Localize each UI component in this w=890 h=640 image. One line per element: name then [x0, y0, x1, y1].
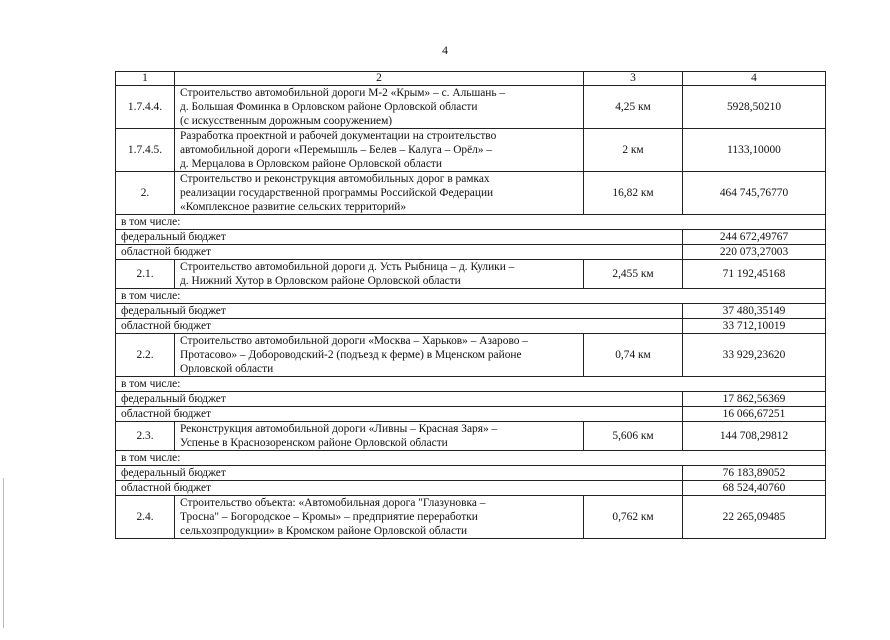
item-amount: 144 708,29812 [683, 422, 826, 451]
description-line: Разработка проектной и рабочей документации на строительство [180, 130, 497, 142]
description-line: реализации государственной программы Российской Федерации [180, 187, 494, 199]
item-amount: 33 929,23620 [683, 334, 826, 377]
item-description [175, 260, 584, 289]
item-number: 2.4. [116, 496, 175, 539]
road-works-table [115, 71, 826, 539]
budget-row [116, 245, 826, 260]
scan-edge-mark [3, 478, 4, 628]
budget-amount: 68 524,40760 [683, 481, 826, 496]
item-amount: 71 192,45168 [683, 260, 826, 289]
item-description [175, 422, 584, 451]
item-length: 0,74 км [584, 334, 683, 377]
table-row [116, 260, 826, 289]
budget-label: федеральный бюджет [116, 466, 683, 481]
including-label: в том числе: [116, 289, 826, 304]
subtotal-note-row [116, 215, 826, 230]
item-amount: 1133,10000 [683, 129, 826, 172]
header-col-3: 3 [584, 72, 683, 86]
item-number: 2.3. [116, 422, 175, 451]
item-length: 2,455 км [584, 260, 683, 289]
header-col-2: 2 [175, 72, 584, 86]
budget-row [116, 319, 826, 334]
item-number: 2. [116, 172, 175, 215]
description-line: Строительство автомобильной дороги М-2 «Крым» – с. Альшань – [180, 87, 506, 99]
description-line: Орловской области [180, 363, 274, 375]
item-description [175, 86, 584, 129]
item-length: 16,82 км [584, 172, 683, 215]
budget-label: федеральный бюджет [116, 230, 683, 245]
table-row [116, 422, 826, 451]
item-amount: 22 265,09485 [683, 496, 826, 539]
item-description [175, 129, 584, 172]
budget-label: федеральный бюджет [116, 392, 683, 407]
subtotal-note-row [116, 451, 826, 466]
description-line: «Комплексное развитие сельских территорий» [180, 201, 407, 213]
item-description [175, 172, 584, 215]
description-line: Строительство автомобильной дороги д. Усть Рыбница – д. Кулики – [180, 261, 515, 273]
budget-label: областной бюджет [116, 319, 683, 334]
item-amount: 5928,50210 [683, 86, 826, 129]
budget-label: областной бюджет [116, 407, 683, 422]
description-line: автомобильной дороги «Перемышль – Белев – Калуга – Орёл» – [180, 144, 493, 156]
description-line: Строительство автомобильной дороги «Москва – Харьков» – Азарово – [180, 335, 528, 347]
item-number: 1.7.4.4. [116, 86, 175, 129]
subtotal-note-row [116, 377, 826, 392]
item-description [175, 334, 584, 377]
budget-row [116, 466, 826, 481]
budget-amount: 244 672,49767 [683, 230, 826, 245]
budget-row [116, 392, 826, 407]
item-description [175, 496, 584, 539]
page-number: 4 [442, 43, 448, 57]
item-number: 2.1. [116, 260, 175, 289]
budget-row [116, 304, 826, 319]
table-row [116, 172, 826, 215]
table-row [116, 334, 826, 377]
description-line: сельхозпродукции» в Кромском районе Орловской области [180, 525, 468, 537]
budget-amount: 33 712,10019 [683, 319, 826, 334]
item-number: 1.7.4.5. [116, 129, 175, 172]
budget-row [116, 230, 826, 245]
item-length: 0,762 км [584, 496, 683, 539]
description-line: Строительство и реконструкция автомобильных дорог в рамках [180, 173, 490, 185]
including-label: в том числе: [116, 215, 826, 230]
budget-amount: 37 480,35149 [683, 304, 826, 319]
description-line: Успенье в Краснозоренском районе Орловской области [180, 437, 448, 449]
description-line: Протасово» – Добороводский-2 (подъезд к ферме) в Мценском районе [180, 349, 522, 361]
description-line: Реконструкция автомобильной дороги «Ливны – Красная Заря» – [180, 423, 498, 435]
item-length: 4,25 км [584, 86, 683, 129]
description-line: Тросна" – Богородское – Кромы» – предприятие переработки [180, 511, 478, 523]
description-line: (с искусственным дорожным сооружением) [180, 115, 393, 127]
table-row [116, 86, 826, 129]
description-line: Строительство объекта: «Автомобильная дорога "Глазуновка – [180, 497, 486, 509]
table-row [116, 129, 826, 172]
description-line: д. Большая Фоминка в Орловском районе Орловской области [180, 101, 478, 113]
budget-row [116, 481, 826, 496]
item-amount: 464 745,76770 [683, 172, 826, 215]
description-line: д. Нижний Хутор в Орловском районе Орловской области [180, 275, 461, 287]
table-header-row [116, 72, 826, 86]
budget-label: областной бюджет [116, 481, 683, 496]
header-col-1: 1 [116, 72, 175, 86]
item-length: 2 км [584, 129, 683, 172]
budget-label: федеральный бюджет [116, 304, 683, 319]
header-col-4: 4 [683, 72, 826, 86]
table-row [116, 496, 826, 539]
subtotal-note-row [116, 289, 826, 304]
including-label: в том числе: [116, 377, 826, 392]
budget-label: областной бюджет [116, 245, 683, 260]
including-label: в том числе: [116, 451, 826, 466]
budget-amount: 76 183,89052 [683, 466, 826, 481]
budget-amount: 16 066,67251 [683, 407, 826, 422]
budget-amount: 17 862,56369 [683, 392, 826, 407]
item-number: 2.2. [116, 334, 175, 377]
budget-row [116, 407, 826, 422]
item-length: 5,606 км [584, 422, 683, 451]
description-line: д. Мерцалова в Орловском районе Орловской области [180, 158, 442, 170]
budget-amount: 220 073,27003 [683, 245, 826, 260]
